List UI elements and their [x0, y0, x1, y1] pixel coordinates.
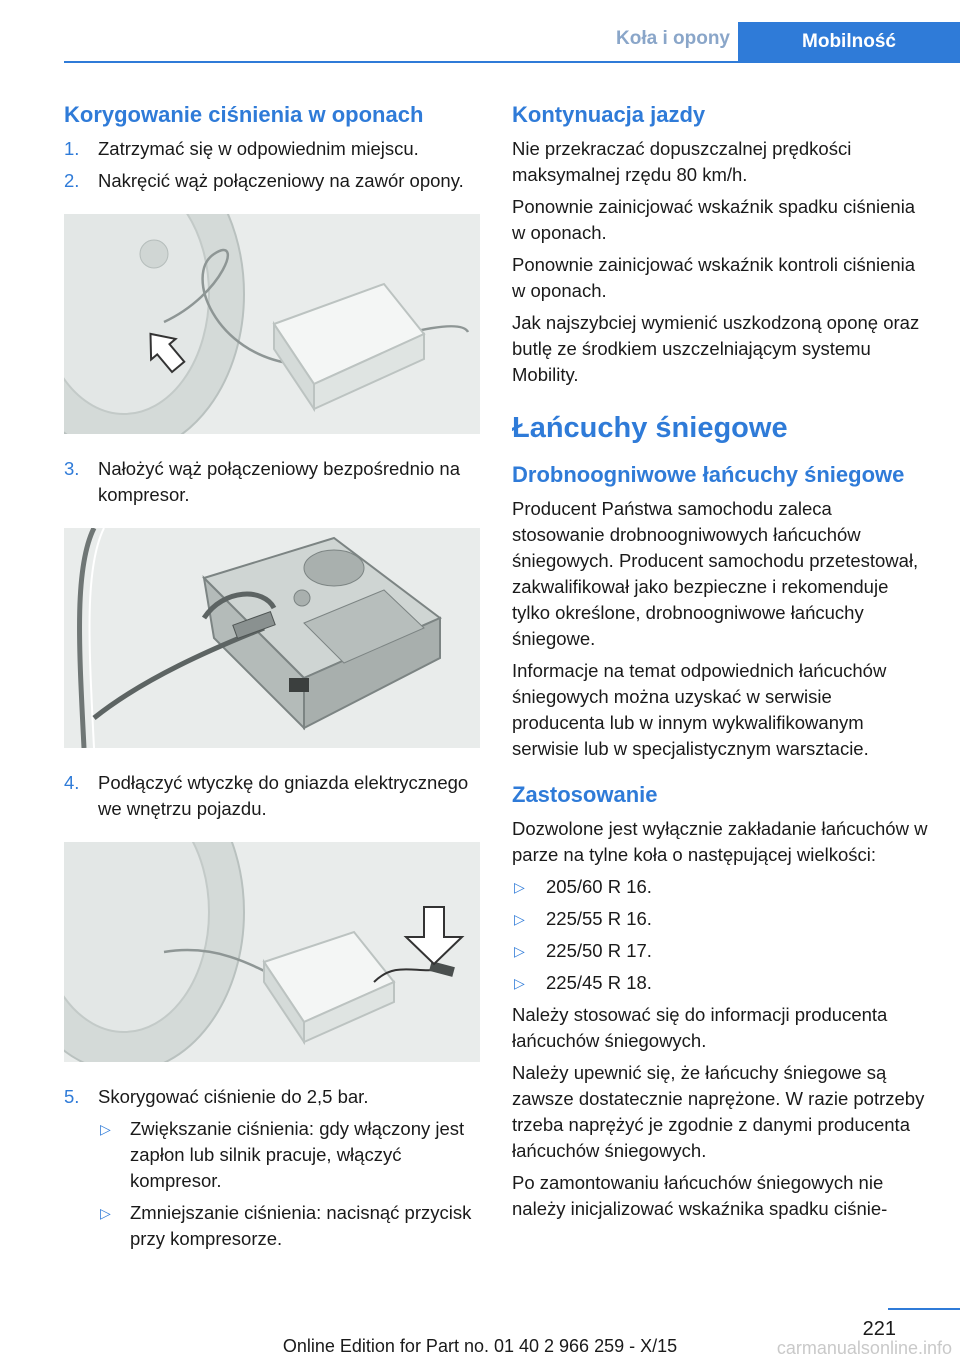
watermark: carmanualsonline.info — [776, 1338, 952, 1358]
triangle-bullet-icon: ▷ — [100, 1121, 111, 1137]
paragraph: Po zamontowaniu łańcuchów śniegowych nie należy inicjalizować wskaźnika spadku ciśnie- — [512, 1172, 888, 1219]
size-text: 225/50 R 17. — [546, 940, 652, 961]
paragraph: Producent Państwa samochodu zaleca stosowanie drobnoogniwowych łańcuchów śniegowych. Producent samochodu przetestował, zakwalifikował jako bezpieczne i rekomenduje tylko określone, drobnoogniwowe łańcuchy śniegowe. — [512, 498, 919, 649]
step-text: Podłączyć wtyczkę do gniazda elektrycznego we wnętrzu pojazdu. — [98, 772, 469, 819]
triangle-bullet-icon: ▷ — [514, 879, 525, 895]
header-section-title: Koła i opony — [616, 28, 730, 49]
step-text: Skorygować ciśnienie do 2,5 bar. — [98, 1086, 369, 1107]
figure-plug-socket — [64, 842, 480, 1062]
header-chapter-tab: Mobilność — [738, 22, 960, 62]
step-number: 3. — [64, 458, 80, 479]
page-number: 221 — [862, 1318, 896, 1340]
size-item — [512, 970, 928, 996]
paragraph: Jak najszybciej wymienić uszkodzoną oponę oraz butlę ze środkiem uszczelniającym systemu Mobility. — [512, 312, 920, 385]
bullet-text: Zwiększanie ciśnienia: gdy włączony jest zapłon lub silnik pracuje, włączyć kompresor. — [130, 1118, 465, 1191]
size-text: 225/55 R 16. — [546, 908, 652, 929]
step-number: 4. — [64, 772, 80, 793]
size-text: 205/60 R 16. — [546, 876, 652, 897]
step-text: Nałożyć wąż połączeniowy bezpośrednio na kompresor. — [98, 458, 460, 505]
size-item — [512, 906, 928, 932]
triangle-bullet-icon: ▷ — [514, 943, 525, 959]
step-text: Zatrzymać się w odpowiednim miejscu. — [98, 138, 419, 159]
figure-hose-on-valve — [64, 214, 480, 434]
step-3 — [64, 456, 480, 508]
step-5 — [64, 1084, 480, 1110]
paragraph: Nie przekraczać dopuszczalnej prędkości maksymalnej rzędu 80 km/h. — [512, 138, 852, 185]
edition-note: Online Edition for Part no. 01 40 2 966 259 - X/15 — [282, 1336, 678, 1356]
paragraph: Informacje na temat odpowiednich łańcuchów śniegowych można uzyskać w serwisie producenta lub w innym wykwalifikowanym serwisie lub w specjalistycznym warsztacie. — [512, 660, 887, 759]
left-column — [64, 100, 480, 1258]
size-item — [512, 874, 928, 900]
paragraph: Należy stosować się do informacji producenta łańcuchów śniegowych. — [512, 1004, 888, 1051]
section-heading-use: Zastosowanie — [512, 782, 658, 807]
step-number: 5. — [64, 1086, 80, 1107]
bullet-item — [98, 1200, 480, 1252]
triangle-bullet-icon: ▷ — [100, 1205, 111, 1221]
step-text: Nakręcić wąż połączeniowy na zawór opony. — [98, 170, 464, 191]
size-item — [512, 938, 928, 964]
paragraph: Ponownie zainicjować wskaźnik kontroli ciśnienia w oponach. — [512, 254, 916, 301]
paragraph: Należy upewnić się, że łańcuchy śniegowe są zawsze dostatecznie naprężone. W razie potrzeby trzeba naprężyć je zgodnie z danymi producenta łańcuchów śniegowych. — [512, 1062, 925, 1161]
step-2 — [64, 168, 480, 194]
triangle-bullet-icon: ▷ — [514, 975, 525, 991]
section-heading-pressure: Korygowanie ciśnienia w oponach — [64, 102, 424, 127]
paragraph: Dozwolone jest wyłącznie zakładanie łańcuchów w parze na tylne koła o następującej wielkości: — [512, 818, 928, 865]
step-5-bullets — [98, 1116, 480, 1252]
triangle-bullet-icon: ▷ — [514, 911, 525, 927]
step-4 — [64, 770, 480, 822]
footer-rule — [888, 1308, 960, 1310]
chapter-heading-snow-chains: Łańcuchy śniegowe — [512, 412, 788, 444]
step-1 — [64, 136, 480, 162]
step-number: 1. — [64, 138, 80, 159]
section-heading-fine-chains: Drobnoogniwowe łańcuchy śniegowe — [512, 462, 905, 487]
figure-hose-on-compressor — [64, 528, 480, 748]
paragraph: Ponownie zainicjować wskaźnik spadku ciśnienia w oponach. — [512, 196, 916, 243]
step-number: 2. — [64, 170, 80, 191]
bullet-text: Zmniejszanie ciśnienia: nacisnąć przycisk przy kompresorze. — [130, 1202, 472, 1249]
section-heading-continue: Kontynuacja jazdy — [512, 102, 706, 127]
size-text: 225/45 R 18. — [546, 972, 652, 993]
bullet-item — [98, 1116, 480, 1194]
right-column — [512, 100, 928, 1228]
